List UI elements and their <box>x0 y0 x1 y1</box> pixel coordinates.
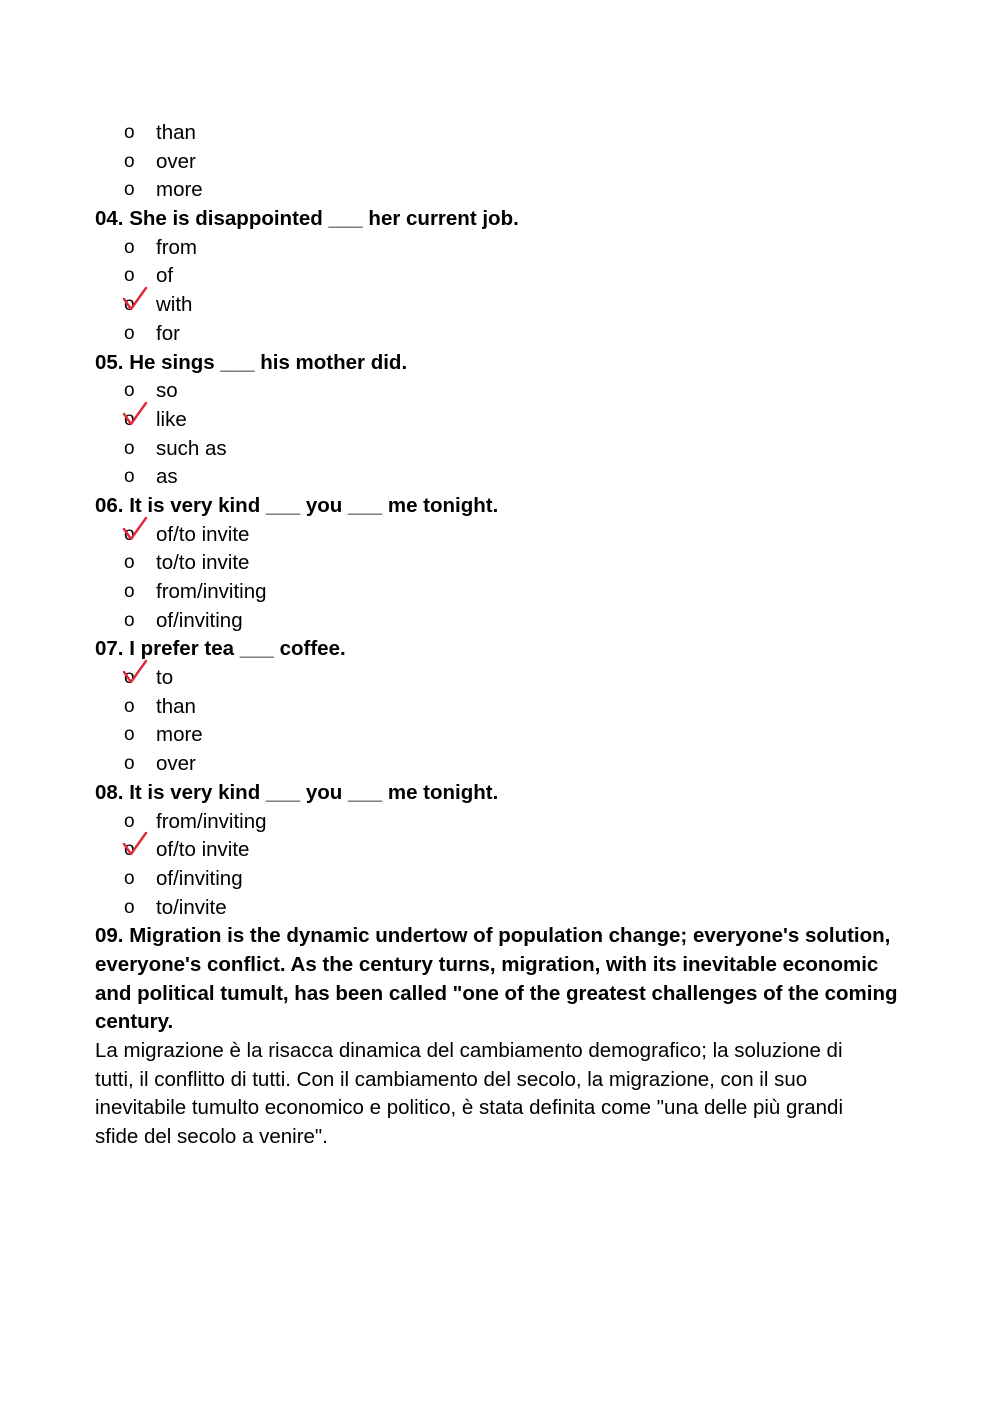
radio-bullet-icon: o <box>124 236 135 258</box>
question-09-line-2: everyone's conflict. As the century turns, migration, with its inevitable economic <box>95 952 879 976</box>
radio-bullet-icon: o <box>124 839 135 861</box>
radio-bullet-icon: o <box>124 581 135 602</box>
q03-option-over <box>95 148 915 177</box>
option-label: to <box>156 666 174 690</box>
radio-bullet-icon: o <box>124 265 135 287</box>
radio-bullet-icon: o <box>124 122 135 143</box>
radio-bullet-icon: o <box>124 466 135 488</box>
option-label: from/inviting <box>156 580 267 603</box>
checkmark-icon <box>121 285 149 313</box>
radio-bullet-icon: o <box>124 896 135 918</box>
option-label: from <box>156 235 197 259</box>
checkmark-icon <box>121 830 149 858</box>
radio-bullet-icon: o <box>124 667 135 689</box>
q04-option-with <box>95 291 915 320</box>
q06-option-of-inviting <box>95 607 915 636</box>
radio-bullet-icon: o <box>124 150 135 172</box>
q07-option-over <box>95 750 915 779</box>
radio-bullet-icon: o <box>124 179 135 201</box>
question-07: 07. I prefer tea ___ coffee. <box>95 637 346 661</box>
radio-bullet-icon: o <box>124 408 135 430</box>
option-label: with <box>156 293 193 317</box>
q06-option-to-to-invite <box>95 549 915 578</box>
radio-bullet-icon: o <box>124 437 135 459</box>
q05-option-as <box>95 463 915 492</box>
q04-option-for <box>95 320 915 349</box>
radio-bullet-icon: o <box>124 810 135 832</box>
radio-bullet-icon: o <box>124 724 135 746</box>
question-06: 06. It is very kind ___ you ___ me tonight. <box>95 493 499 517</box>
q06-option-of-to-invite <box>95 521 915 550</box>
q03-option-more <box>95 176 915 205</box>
radio-bullet-icon: o <box>124 695 135 717</box>
radio-bullet-icon: o <box>124 753 135 775</box>
option-label: than <box>156 121 196 144</box>
q05-option-so <box>95 377 915 406</box>
question-09-line-4: century. <box>95 1010 174 1034</box>
translation-line-1: La migrazione è la risacca dinamica del cambiamento demografico; la soluzione di <box>95 1039 843 1062</box>
radio-bullet-icon: o <box>124 322 135 344</box>
q06-option-from-inviting <box>95 578 915 607</box>
translation-line-3: inevitabile tumulto economico e politico, è stata definita come "una delle più grandi <box>95 1096 843 1120</box>
q05-option-such-as <box>95 435 915 464</box>
question-09-line-3: and political tumult, has been called "one of the greatest challenges of the coming <box>95 981 898 1005</box>
translation-line-4: sfide del secolo a venire". <box>95 1125 328 1149</box>
q08-option-from-inviting <box>95 808 915 837</box>
radio-bullet-icon: o <box>124 609 135 631</box>
question-09-line-1: 09. Migration is the dynamic undertow of population change; everyone's solution, <box>95 924 891 948</box>
question-04: 04. She is disappointed ___ her current job. <box>95 207 519 231</box>
question-05: 05. He sings ___ his mother did. <box>95 350 408 374</box>
option-label: such as <box>156 436 227 460</box>
q08-option-of-inviting <box>95 865 915 894</box>
q07-option-to <box>95 664 915 693</box>
option-label: to/to invite <box>156 551 250 575</box>
translation-line-2: tutti, il conflitto di tutti. Con il cambiamento del secolo, la migrazione, con il suo <box>95 1067 808 1091</box>
option-label: of/to invite <box>156 522 250 546</box>
option-label: more <box>156 723 203 747</box>
radio-bullet-icon: o <box>124 294 135 316</box>
option-label: of/to invite <box>156 838 250 862</box>
option-label: over <box>156 752 196 776</box>
option-label: from/inviting <box>156 809 267 833</box>
q08-option-of-to-invite <box>95 836 915 865</box>
option-label: over <box>156 149 196 173</box>
q07-option-than <box>95 693 915 722</box>
checkmark-icon <box>121 658 149 686</box>
option-label: of/inviting <box>156 608 243 632</box>
question-08: 08. It is very kind ___ you ___ me tonight. <box>95 780 499 804</box>
radio-bullet-icon: o <box>124 552 135 574</box>
option-label: to/invite <box>156 895 227 919</box>
option-label: so <box>156 379 178 403</box>
q08-option-to-invite <box>95 894 915 923</box>
option-label: more <box>156 178 203 202</box>
checkmark-icon <box>121 515 149 543</box>
q05-option-like <box>95 406 915 435</box>
radio-bullet-icon: o <box>124 380 135 402</box>
q04-option-of <box>95 262 915 291</box>
q07-option-more <box>95 721 915 750</box>
radio-bullet-icon: o <box>124 523 135 545</box>
checkmark-icon <box>121 400 149 428</box>
option-label: like <box>156 407 187 431</box>
quiz-content <box>95 119 915 1152</box>
option-label: of <box>156 264 174 288</box>
q03-option-than <box>95 119 915 148</box>
q04-option-from <box>95 234 915 263</box>
radio-bullet-icon: o <box>124 867 135 889</box>
option-label: as <box>156 465 178 489</box>
option-label: for <box>156 321 180 345</box>
option-label: of/inviting <box>156 866 243 890</box>
option-label: than <box>156 694 196 718</box>
